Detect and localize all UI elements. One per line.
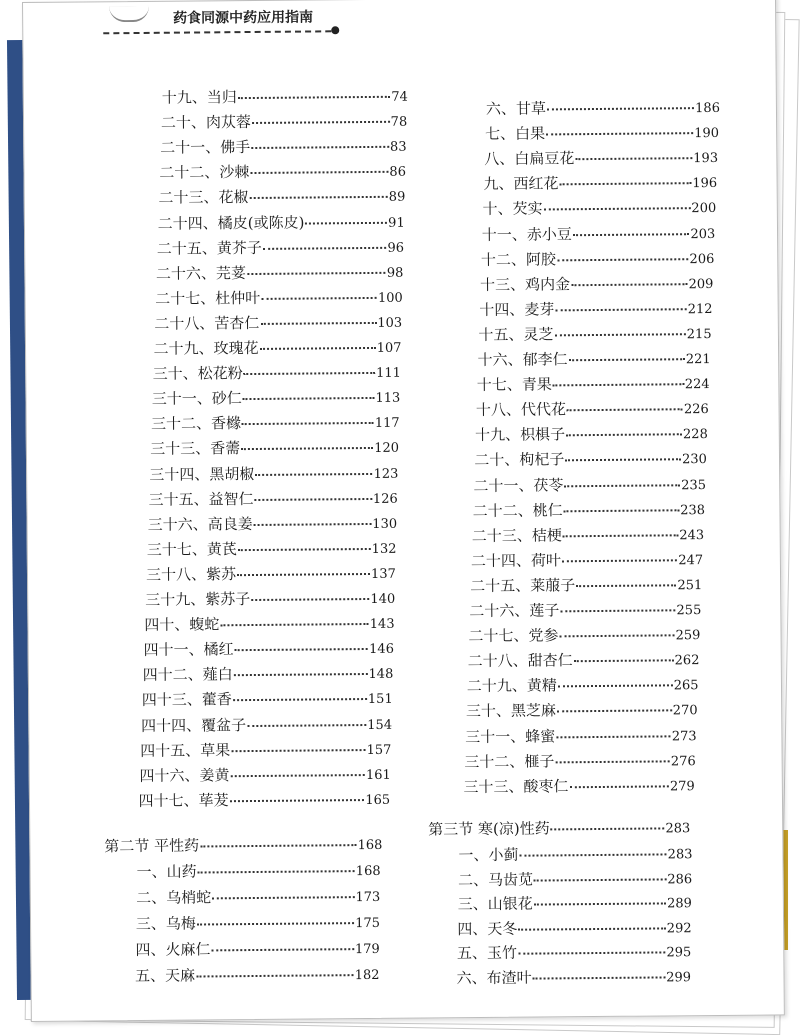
toc-page-number: 117	[374, 416, 400, 432]
toc-entry	[473, 499, 706, 523]
dot-leader	[212, 896, 354, 899]
dot-leader	[255, 498, 372, 501]
dot-leader	[573, 233, 690, 236]
toc-entry-title: 五、玉竹	[456, 943, 518, 963]
toc-page-number: 224	[684, 377, 710, 393]
dot-leader	[234, 673, 368, 676]
toc-page-number: 235	[681, 477, 707, 493]
dot-leader	[560, 609, 675, 612]
toc-page	[22, 0, 785, 1022]
toc-entry-title: 四十一、橘红	[143, 640, 234, 660]
toc-page-number: 265	[673, 678, 699, 694]
header-dashed-rule	[103, 30, 331, 34]
toc-entry	[457, 941, 692, 965]
toc-entry	[159, 161, 406, 185]
toc-page-number: 154	[367, 717, 393, 733]
toc-entry-title: 十九、当归	[161, 88, 237, 107]
toc-page-number: 91	[388, 215, 405, 231]
dot-leader	[559, 182, 691, 185]
toc-entry-title: 十九、枳椇子	[475, 425, 566, 445]
toc-page-number: 126	[372, 491, 398, 507]
toc-entry-title: 十四、麦芽	[479, 300, 555, 319]
toc-page-number: 270	[672, 703, 698, 719]
dot-leader	[211, 948, 353, 951]
toc-entry	[481, 248, 715, 272]
toc-entry	[476, 398, 709, 422]
toc-entry-title: 三、乌梅	[135, 914, 196, 934]
toc-entry-title: 四十七、荜茇	[138, 791, 229, 810]
toc-entry-title: 二十四、荷叶	[470, 551, 562, 570]
toc-entry-title: 二十一、茯苓	[473, 475, 564, 495]
toc-page-number: 98	[386, 265, 404, 281]
dot-leader	[575, 157, 692, 160]
toc-entry-title: 二、乌梢蛇	[136, 888, 212, 908]
toc-entry-title: 一、山药	[136, 862, 197, 882]
toc-entry	[456, 966, 691, 990]
dot-leader	[557, 258, 689, 261]
toc-entry	[469, 599, 701, 623]
toc-entry	[468, 624, 700, 648]
toc-page-number: 113	[375, 390, 401, 407]
toc-entry-title: 三、山银花	[457, 894, 533, 914]
toc-entry-title: 十六、郁李仁	[477, 350, 568, 370]
dot-leader	[533, 976, 666, 979]
toc-entry	[157, 236, 404, 260]
toc-entry-title: 二十七、党参	[468, 626, 559, 646]
toc-page-number: 251	[677, 577, 703, 594]
toc-entry-title: 十、芡实	[482, 199, 543, 219]
dot-leader	[551, 827, 665, 830]
toc-entry-title: 四十、蝮蛇	[144, 615, 220, 635]
dot-leader	[252, 121, 390, 124]
toc-entry-title: 三十、松花粉	[152, 364, 243, 383]
toc-entry	[141, 713, 392, 737]
dot-leader	[305, 221, 387, 224]
toc-entry	[458, 892, 692, 916]
toc-page-number: 262	[674, 653, 700, 669]
toc-entry	[478, 323, 711, 347]
toc-page-number: 100	[377, 290, 403, 306]
toc-entry	[479, 298, 712, 322]
dot-leader	[555, 760, 670, 763]
dot-leader	[518, 951, 666, 954]
toc-page-number: 276	[670, 753, 696, 769]
dot-leader	[196, 974, 354, 977]
toc-entry-title: 三十四、黑胡椒	[149, 464, 255, 484]
toc-page-number: 89	[388, 190, 406, 206]
toc-page-number: 228	[682, 427, 708, 443]
toc-page-number: 209	[688, 276, 714, 292]
toc-entry	[161, 111, 407, 135]
dot-leader	[254, 523, 372, 526]
toc-entry	[151, 412, 400, 436]
toc-page-number: 279	[669, 778, 695, 795]
toc-page-number: 111	[375, 365, 401, 382]
toc-page-number: 173	[355, 889, 381, 906]
dot-leader	[198, 870, 355, 873]
toc-entry	[483, 197, 717, 221]
toc-entry-title: 十一、赤小豆	[481, 224, 572, 244]
toc-entry	[471, 549, 703, 573]
toc-page-number: 243	[679, 527, 705, 543]
toc-entry-title: 二十六、芫荽	[155, 263, 247, 283]
toc-entry-title: 二十三、桔梗	[471, 525, 562, 545]
toc-entry-title: 二十、肉苁蓉	[160, 113, 252, 132]
toc-entry	[478, 348, 711, 372]
toc-entry-title: 十五、灵芝	[478, 325, 554, 344]
toc-page-number: 143	[369, 616, 395, 633]
dot-leader	[518, 927, 665, 930]
toc-entry-title: 二十四、橘皮(或陈皮)	[157, 213, 305, 233]
toc-page-number: 203	[690, 226, 716, 242]
dot-leader	[247, 272, 386, 275]
toc-page-number: 182	[354, 967, 380, 984]
toc-entry-title: 二十五、黄芥子	[156, 238, 262, 258]
dot-leader	[564, 509, 680, 512]
dot-leader	[238, 548, 371, 551]
toc-entry	[137, 860, 381, 884]
toc-entry	[148, 487, 397, 511]
toc-entry-title: 十二、阿胶	[480, 249, 557, 269]
toc-page-number: 96	[387, 240, 405, 256]
toc-entry	[158, 211, 405, 235]
toc-entry	[136, 912, 380, 936]
toc-entry-title: 三十八、紫苏	[145, 565, 237, 584]
toc-entry	[474, 448, 707, 472]
toc-entry	[467, 674, 699, 698]
toc-entry	[464, 750, 696, 774]
toc-entry-title: 一、小蓟	[458, 845, 519, 865]
dot-leader	[231, 749, 365, 752]
toc-page-number: 120	[374, 441, 400, 457]
toc-entry	[152, 387, 401, 411]
toc-entry-title: 十三、鸡内金	[480, 274, 571, 294]
header-ornament	[109, 6, 149, 22]
toc-entry	[160, 136, 407, 160]
toc-entry-title: 三十二、榧子	[464, 751, 555, 771]
toc-page-number: 196	[692, 176, 718, 192]
dot-leader	[553, 383, 684, 386]
toc-page-number: 206	[689, 251, 715, 267]
toc-entry	[458, 843, 692, 867]
toc-page-number: 179	[354, 941, 380, 958]
toc-entry	[145, 588, 395, 612]
dot-leader	[534, 878, 666, 881]
toc-entry	[135, 964, 380, 988]
toc-page-number: 86	[389, 164, 407, 181]
dot-leader	[570, 785, 669, 788]
toc-entry	[136, 886, 380, 910]
dot-leader	[554, 333, 685, 336]
toc-entry	[142, 688, 393, 712]
toc-entry-title: 四、天冬	[457, 919, 518, 938]
toc-entry	[463, 775, 694, 799]
toc-entry	[484, 147, 718, 171]
toc-entry-title: 二、马齿苋	[457, 870, 534, 889]
toc-page-number: 157	[366, 742, 392, 758]
toc-entry-title: 第二节 平性药	[104, 836, 200, 856]
toc-entry-title: 二十一、佛手	[160, 138, 251, 157]
toc-page-number: 255	[676, 603, 702, 619]
toc-entry-title: 三十一、蜂蜜	[465, 726, 556, 746]
toc-entry	[458, 868, 692, 892]
toc-entry	[146, 563, 396, 587]
toc-entry-title: 三十二、香橼	[150, 414, 242, 434]
toc-entry-title: 三十七、黄芪	[146, 539, 237, 559]
toc-entry-title: 二十七、杜仲叶	[155, 288, 261, 308]
toc-page-number: 186	[695, 100, 721, 117]
dot-leader	[571, 283, 687, 286]
dot-leader	[251, 146, 389, 149]
toc-entry	[473, 474, 706, 498]
dot-leader	[250, 171, 388, 174]
toc-entry-title: 二十五、莱菔子	[470, 576, 576, 596]
dot-leader	[230, 799, 365, 802]
toc-entry-title: 二十九、玫瑰花	[153, 338, 259, 358]
toc-entry	[149, 462, 398, 486]
toc-page-number: 146	[369, 641, 395, 658]
dot-leader	[576, 584, 676, 587]
toc-entry-title: 四、火麻仁	[135, 940, 211, 960]
toc-entry-title: 三十、黑芝麻	[465, 701, 557, 721]
toc-entry	[135, 938, 379, 962]
toc-entry-title: 二十八、甜杏仁	[467, 651, 573, 671]
toc-entry	[477, 373, 710, 397]
toc-entry-title: 四十三、藿香	[141, 690, 232, 710]
toc-page-number: 226	[683, 402, 709, 418]
toc-entry-title: 七、白果	[485, 124, 546, 144]
dot-leader	[233, 698, 367, 701]
dot-leader	[247, 724, 366, 727]
dot-leader	[197, 922, 354, 925]
dot-leader	[235, 648, 369, 651]
toc-entry	[155, 286, 403, 310]
toc-page-number: 140	[370, 591, 396, 607]
toc-entry	[147, 538, 397, 562]
dot-leader	[562, 559, 677, 562]
toc-entry	[153, 337, 401, 361]
toc-page-number: 130	[372, 516, 398, 532]
dot-leader	[241, 447, 373, 450]
toc-page-number: 200	[691, 201, 717, 217]
toc-page-number: 74	[391, 89, 408, 105]
toc-page-number: 273	[671, 728, 697, 744]
toc-entry	[158, 186, 405, 210]
toc-entry	[483, 172, 717, 196]
toc-entry	[138, 789, 390, 813]
toc-page-number: 289	[666, 896, 692, 912]
toc-entry	[162, 86, 408, 110]
dot-leader	[556, 735, 671, 738]
toc-entry	[153, 362, 401, 386]
toc-page-number: 193	[693, 151, 719, 167]
dot-leader	[565, 459, 681, 462]
dot-leader	[260, 347, 376, 350]
toc-entry-title: 二十九、黄精	[466, 676, 557, 696]
toc-entry-title: 四十四、覆盆子	[140, 715, 247, 735]
toc-page-number: 221	[685, 352, 711, 368]
dot-leader	[544, 208, 691, 211]
dot-leader	[566, 434, 682, 437]
toc-page-number: 238	[680, 502, 706, 518]
toc-entry-title: 三十九、紫苏子	[145, 590, 251, 609]
toc-page-number: 259	[675, 628, 701, 644]
toc-entry	[139, 763, 391, 787]
dot-leader	[558, 685, 673, 688]
toc-entry	[140, 738, 391, 762]
toc-entry	[470, 574, 702, 598]
section-heading	[428, 817, 690, 841]
toc-page-number: 299	[666, 969, 692, 985]
toc-entry	[486, 97, 720, 121]
toc-page-number: 132	[371, 541, 397, 557]
toc-page-number: 78	[390, 114, 408, 130]
toc-entry	[150, 437, 399, 461]
dot-leader	[574, 660, 674, 663]
toc-page-number: 168	[355, 863, 381, 880]
toc-entry-title: 四十六、姜黄	[139, 765, 230, 785]
toc-entry-title: 八、白扁豆花	[484, 149, 575, 169]
dot-leader	[547, 107, 694, 110]
toc-page-number: 247	[678, 552, 704, 569]
dot-leader	[546, 132, 693, 135]
dot-leader	[244, 372, 375, 375]
toc-entry	[480, 273, 713, 297]
dot-leader	[200, 844, 356, 847]
dot-leader	[237, 573, 370, 576]
toc-entry-title: 四十二、薤白	[142, 665, 233, 685]
dot-leader	[220, 623, 368, 626]
toc-entry-title: 九、西红花	[483, 174, 559, 194]
dot-leader	[255, 472, 372, 475]
dot-leader	[557, 710, 672, 713]
toc-entry	[475, 423, 708, 447]
toc-entry-title: 二十六、莲子	[469, 601, 560, 621]
toc-page-number: 215	[686, 326, 712, 343]
toc-entry-title: 第三节 寒(凉)性药	[428, 819, 550, 839]
toc-entry-title: 十八、代代花	[475, 400, 567, 420]
toc-entry-title: 二十二、沙棘	[159, 163, 250, 183]
dot-leader	[563, 534, 678, 537]
toc-page-number: 295	[666, 945, 692, 961]
toc-entry-title: 三十三、酸枣仁	[463, 776, 569, 796]
running-head: 药食同源中药应用指南	[173, 9, 314, 27]
toc-entry-title: 六、布渣叶	[456, 968, 532, 987]
toc-page-number: 148	[368, 667, 394, 683]
toc-page-number: 286	[667, 871, 693, 887]
dot-leader	[569, 358, 685, 361]
toc-page-number: 175	[355, 915, 381, 932]
toc-entry-title: 六、甘草	[485, 99, 547, 118]
toc-entry	[482, 222, 716, 246]
dot-leader	[261, 297, 377, 300]
toc-entry	[144, 613, 394, 637]
toc-page-number: 283	[665, 821, 691, 837]
toc-entry	[468, 649, 700, 673]
dot-leader	[242, 422, 374, 425]
dot-leader	[555, 308, 686, 311]
toc-entry	[156, 261, 404, 285]
dot-leader	[263, 246, 387, 249]
toc-page-number: 103	[377, 315, 403, 331]
dot-leader	[238, 96, 390, 99]
toc-entry	[465, 725, 697, 749]
toc-entry	[485, 122, 719, 146]
dot-leader	[560, 634, 675, 637]
toc-entry	[472, 524, 704, 548]
toc-page-number: 151	[367, 692, 393, 708]
dot-leader	[230, 774, 365, 777]
toc-page-number: 190	[694, 126, 720, 142]
dot-leader	[250, 196, 388, 199]
dot-leader	[564, 484, 680, 487]
header-dot	[331, 26, 339, 34]
dot-leader	[260, 322, 376, 325]
toc-entry-title: 二十三、花椒	[158, 188, 249, 208]
toc-entry	[143, 663, 394, 687]
toc-entry	[154, 312, 402, 336]
section-heading	[104, 834, 382, 858]
dot-leader	[519, 853, 666, 856]
toc-entry-title: 二十、枸杞子	[474, 450, 565, 470]
dot-leader	[243, 397, 375, 400]
toc-entry-title: 二十八、苦杏仁	[154, 313, 260, 333]
toc-entry-title: 三十一、砂仁	[151, 389, 242, 409]
toc-page-number: 137	[370, 566, 396, 582]
toc-entry-title: 十七、青果	[476, 375, 552, 395]
toc-entry	[466, 700, 698, 724]
toc-page-number: 283	[667, 847, 693, 863]
dot-leader	[251, 598, 369, 601]
toc-page-number: 107	[376, 340, 402, 356]
toc-entry	[143, 638, 394, 662]
toc-entry-title: 二十二、桃仁	[472, 500, 563, 520]
toc-page-number: 123	[373, 466, 399, 482]
toc-entry-title: 三十六、高良姜	[147, 514, 253, 534]
toc-entry-title: 四十五、草果	[140, 740, 231, 760]
toc-page-number: 83	[389, 139, 407, 155]
toc-entry	[457, 917, 691, 941]
toc-entry-title: 三十五、益智仁	[148, 489, 254, 509]
toc-page-number: 230	[682, 452, 707, 468]
dot-leader	[567, 408, 683, 411]
toc-page-number: 292	[666, 920, 692, 936]
toc-page-number: 168	[357, 837, 383, 854]
toc-page-number: 212	[687, 301, 713, 317]
toc-entry	[148, 512, 398, 536]
toc-page-number: 165	[365, 792, 391, 808]
toc-entry-title: 五、天麻	[135, 966, 196, 986]
dot-leader	[534, 902, 666, 905]
toc-page-number: 161	[365, 767, 391, 783]
toc-entry-title: 三十三、香薷	[150, 439, 241, 459]
